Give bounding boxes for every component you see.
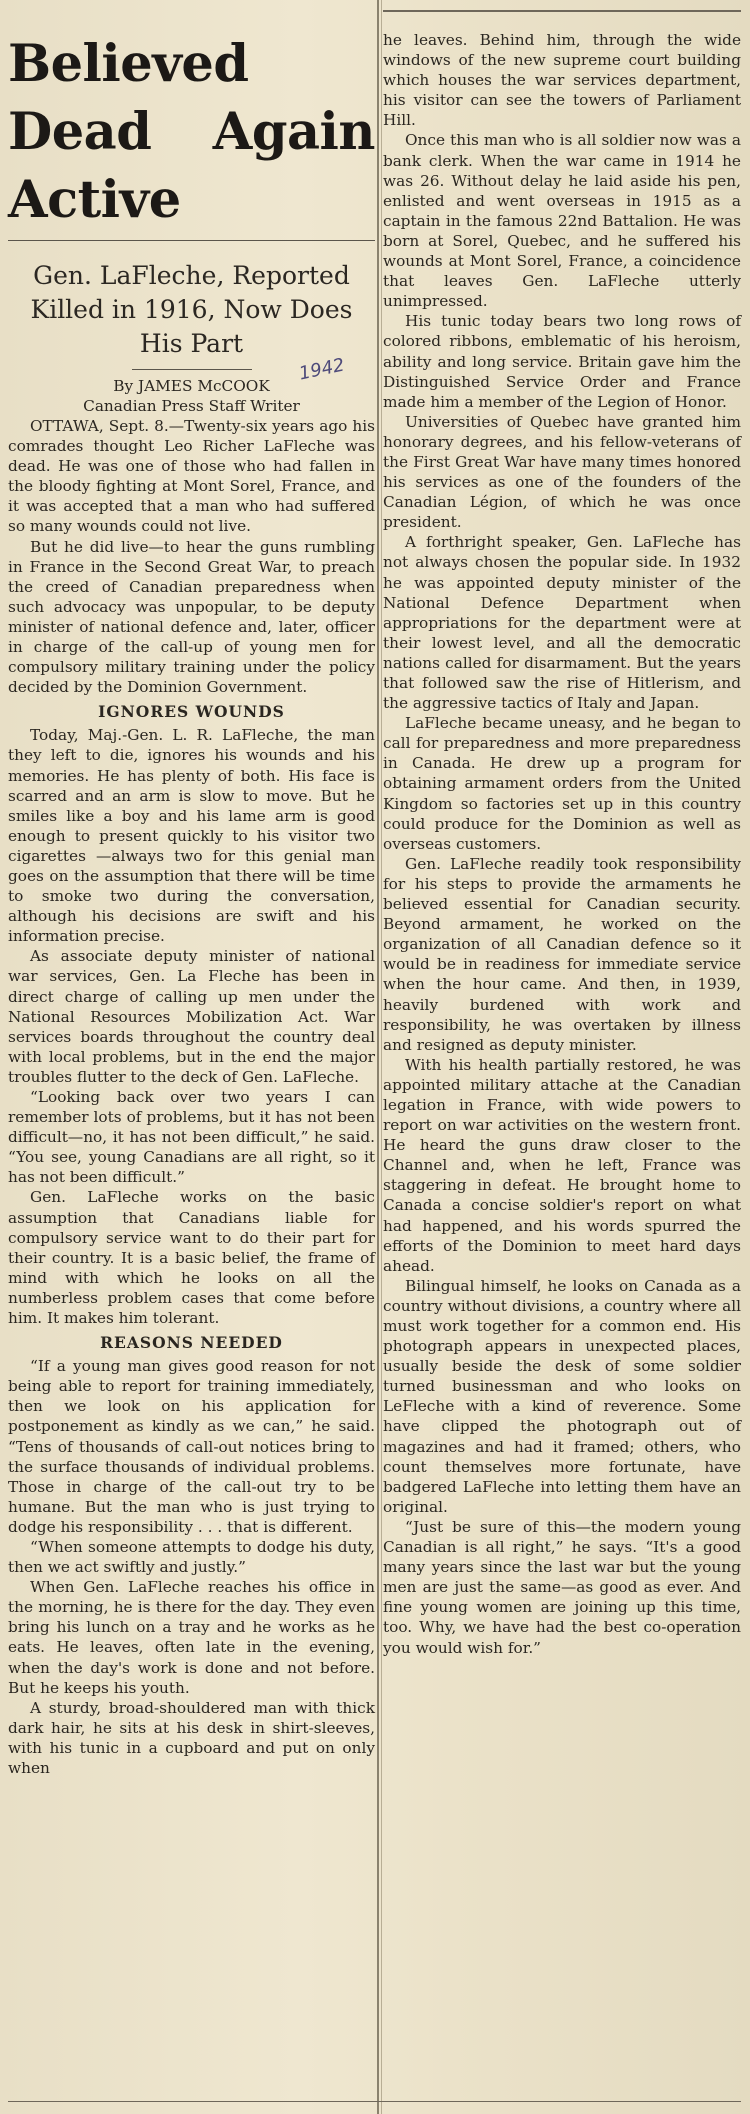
paragraph: LaFleche became uneasy, and he began to call for preparedness and more preparedness in Canada. He drew up a program for obtaining armament orders from the United Kingdom so factories set up in this country could produce for the Dominion as well as overseas customers. (383, 714, 741, 853)
paragraph: Gen. LaFleche readily took responsibility for his steps to provide the armaments he believed essential for Canadian security. Beyond armament, he worked on the organization of all Canadian defence so it would be in readiness for immediate service when the hour came. And then, in 1939, heavily burdened with work and responsibility, he was overtaken by illness and resigned as deputy minister. (383, 854, 741, 1054)
paragraph: Once this man who is all soldier now was a bank clerk. When the war came in 1914 he was 26. Without delay he laid aside his pen, enlisted and went overseas in 1915 as a captain in the famous 22nd Battalion. He was born at Sorel, Quebec, and he suffered his wounds at Mont Sorel, France, a coincidence that leaves Gen. LaFleche utterly unimpressed. (383, 131, 741, 311)
paragraph: A sturdy, broad-shouldered man with thick dark hair, he sits at his desk in shirt-sleeves, with his tunic in a cupboard and put on only when (8, 1698, 375, 1777)
byline-text: By JAMES McCOOK (113, 377, 270, 395)
paragraph: “If a young man gives good reason for not being able to report for training immediately, then we look on his application for postponement as kindly as we can,” he said. “Tens of thousands of call-out notices bring to the surface thousands of individual problems. Those in charge of the call-out try to be humane. But the man who is just trying to dodge his responsibility . . . that is different. (8, 1357, 375, 1536)
section-subhead: IGNORES WOUNDS (98, 702, 285, 722)
column-divider (377, 0, 379, 2114)
paragraph: A forthright speaker, Gen. LaFleche has not always chosen the popular side. In 1932 he was appointed deputy minister of the National Defence Department when appropriations for the department were at their lowest level, and all the democratic nations called for disarmament. But the years that followed saw the rise of Hitlerism, and the aggressive tactics of Italy and Japan. (383, 533, 741, 713)
paragraph: With his health partially restored, he was appointed military attache at the Canadian legation in France, with wide powers to report on war activities on the western front. He heard the guns draw closer to the Channel and, when he left, France was staggering in defeat. He brought home to Canada a concise soldier's report on what had happened, and his words spurred the efforts of the Dominion to meet hard days ahead. (383, 1055, 741, 1275)
headline-rule (8, 240, 375, 241)
column-divider-shadow (381, 0, 382, 2114)
bottom-rule (8, 2101, 741, 2102)
paragraph: he leaves. Behind him, through the wide windows of the new supreme court building which houses the war services department, his visitor can see the towers of Parliament Hill. (383, 31, 741, 130)
paragraph: OTTAWA, Sept. 8.—Twenty-six years ago his comrades thought Leo Richer LaFleche was dead. He was one of those who had fallen in the bloody fighting at Mont Sorel, France, and it was accepted that a man who had suffered so many wounds could not live. (8, 417, 375, 536)
byline-rule (132, 369, 252, 370)
paragraph: His tunic today bears two long rows of colored ribbons, emblematic of his heroism, ability and long service. Britain gave him the Distinguished Service Order and France made him a member of the Legion of Honor. (383, 312, 741, 411)
left-column (8, 0, 375, 1778)
paragraph: “When someone attempts to dodge his duty, then we act swiftly and justly.” (8, 1537, 375, 1577)
paragraph: Gen. LaFleche works on the basic assumption that Canadians liable for compulsory service want to do their part for their country. It is a basic belief, the frame of mind with which he looks on all the numberless problem cases that come before him. It makes him tolerant. (8, 1188, 375, 1328)
headline: Believed Dead Again Active (8, 34, 375, 230)
paragraph: But he did live—to hear the guns rumbling in France in the Second Great War, to preach the creed of Canadian preparedness when such advocacy was unpopular, to be deputy minister of national defence and, later, officer in charge of the call-up of young men for compulsory military training under the policy decided by the Dominion Government. (8, 537, 375, 697)
top-rule (383, 10, 741, 12)
paragraph: Bilingual himself, he looks on Canada as a country without divisions, a country where all must work together for a common end. His photograph appears in unexpected places, usually beside the desk of some soldier turned businessman and who looks on LeFleche with a kind of reverence. Some have clipped the photograph out of magazines and had it framed; others, who count themselves more fortunate, have badgered LaFleche into letting them have an original. (383, 1276, 741, 1516)
paragraph: When Gen. LaFleche reaches his office in the morning, he is there for the day. They even bring his lunch on a tray and he works as he eats. He leaves, often late in the evening, when the day's work is done and not before. But he keeps his youth. (8, 1578, 375, 1697)
staff-line: Canadian Press Staff Writer (83, 397, 300, 415)
paragraph: Today, Maj.-Gen. L. R. LaFleche, the man they left to die, ignores his wounds and his memories. He has plenty of both. His face is scarred and an arm is slow to move. But he smiles like a boy and his lame arm is good enough to present quickly to his visitor two cigarettes —always two for this genial man goes on the assumption that there will be time to smoke two during the conversation, although his decisions are swift and his information precise. (8, 726, 375, 946)
paragraph: As associate deputy minister of national war services, Gen. La Fleche has been in direct charge of calling up men under the National Resources Mobilization Act. War services boards throughout the country deal with local problems, but in the end the major troubles flutter to the deck of Gen. LaFleche. (8, 947, 375, 1086)
right-column (383, 30, 741, 1658)
paragraph: “Looking back over two years I can remember lots of problems, but it has not been difficult—no, it has not been difficult,” he said. “You see, young Canadians are all right, so it has not been difficult.” (8, 1088, 375, 1187)
paragraph: Universities of Quebec have granted him honorary degrees, and his fellow-veterans of the First Great War have many times honored his services as one of the founders of the Canadian Légion, of which he was once president. (383, 412, 741, 532)
section-subhead: REASONS NEEDED (100, 1333, 283, 1353)
handwritten-year: 1942 (297, 354, 347, 385)
byline (8, 354, 375, 396)
paragraph: “Just be sure of this—the modern young Canadian is all right,” he says. “It's a good many years since the last war but the young men are just the same—as good as ever. And fine young women are joining up this time, too. Why, we have had the best co-operation you would wish for.” (383, 1517, 741, 1657)
subheadline: Gen. LaFleche, Reported Killed in 1916, Now Does His Part (30, 261, 353, 358)
